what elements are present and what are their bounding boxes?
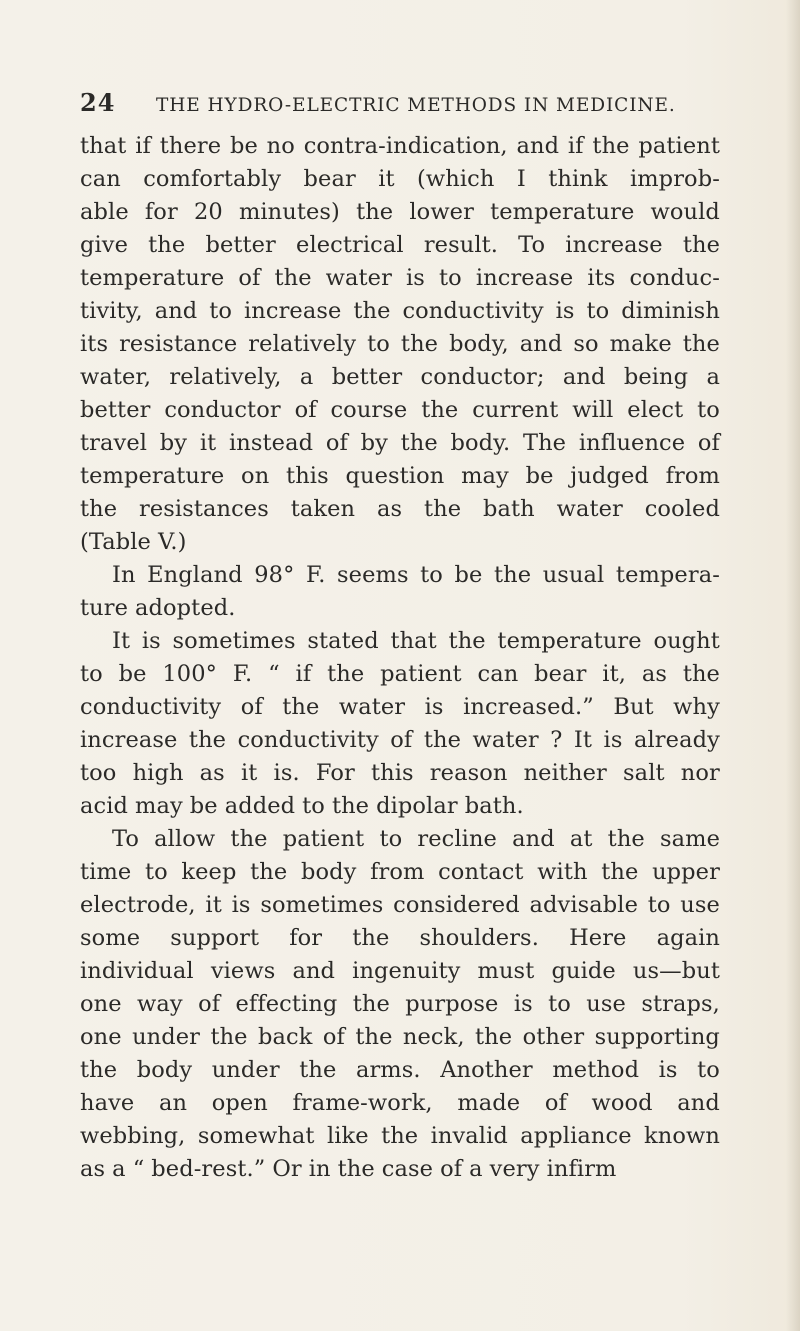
text-line: ture adopted.: [80, 595, 236, 621]
text-line: the resistances taken as the bath water cooled: [80, 496, 720, 522]
text-line: webbing, somewhat like the invalid appliance known: [80, 1123, 720, 1149]
text-line: give the better electrical result. To increase the: [80, 232, 720, 258]
page-edge-shadow: [786, 0, 800, 1331]
text-line: tivity, and to increase the conductivity is to diminish: [80, 298, 720, 324]
text-line: that if there be no contra-indication, and if the patient: [80, 133, 720, 159]
text-line: travel by it instead of by the body. The influence of: [80, 430, 720, 456]
text-line: have an open frame-work, made of wood and: [80, 1090, 720, 1116]
text-line: acid may be added to the dipolar bath.: [80, 793, 524, 819]
page-header: [72, 88, 712, 122]
text-line: electrode, it is sometimes considered advisable to use: [80, 892, 720, 918]
text-line: temperature on this question may be judged from: [80, 463, 720, 489]
text-line: its resistance relatively to the body, and so make the: [80, 331, 720, 357]
body-text: [80, 130, 720, 1186]
text-line: to be 100° F. “ if the patient can bear it, as the: [80, 661, 720, 687]
text-line: one under the back of the neck, the other supporting: [80, 1024, 720, 1050]
text-line: increase the conductivity of the water ? It is already: [80, 727, 720, 753]
text-line: water, relatively, a better conductor; and being a: [80, 364, 720, 390]
text-line: To allow the patient to recline and at the same: [112, 826, 720, 852]
running-head: THE HYDRO-ELECTRIC METHODS IN MEDICINE.: [156, 95, 676, 116]
text-line: the body under the arms. Another method is to: [80, 1057, 720, 1083]
text-line: In England 98° F. seems to be the usual tempera-: [112, 562, 720, 588]
text-line: (Table V.): [80, 529, 187, 555]
text-line: too high as it is. For this reason neither salt nor: [80, 760, 720, 786]
text-line: better conductor of course the current will elect to: [80, 397, 720, 423]
text-line: one way of effecting the purpose is to use straps,: [80, 991, 720, 1017]
text-line: as a “ bed-rest.” Or in the case of a very infirm: [80, 1156, 617, 1182]
text-line: able for 20 minutes) the lower temperature would: [80, 199, 720, 225]
text-line: conductivity of the water is increased.” But why: [80, 694, 720, 720]
text-line: temperature of the water is to increase its conduc-: [80, 265, 720, 291]
text-line: time to keep the body from contact with the upper: [80, 859, 720, 885]
text-line: can comfortably bear it (which I think improb-: [80, 166, 720, 192]
text-line: individual views and ingenuity must guide us—but: [80, 958, 720, 984]
text-line: some support for the shoulders. Here again: [80, 925, 720, 951]
page-number: 24: [80, 88, 116, 117]
text-line: It is sometimes stated that the temperature ought: [112, 628, 720, 654]
